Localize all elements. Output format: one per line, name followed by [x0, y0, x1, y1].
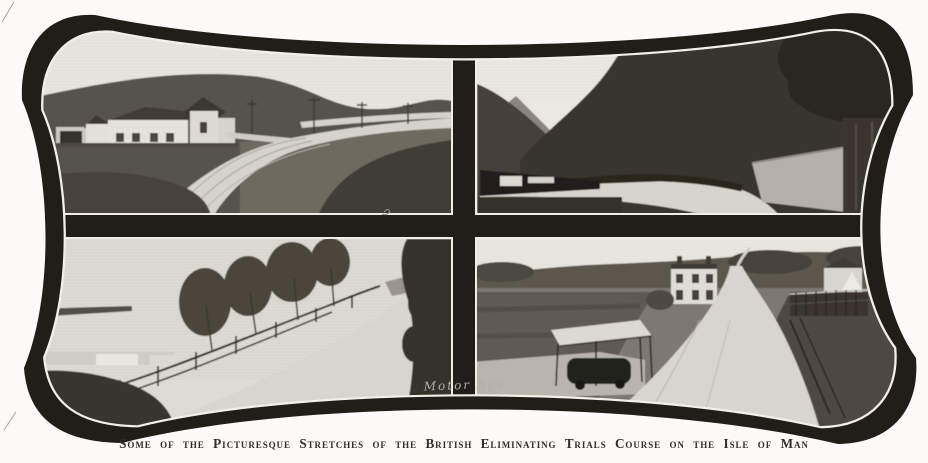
motor-age-watermark: Motor Age [423, 376, 507, 394]
caption: Some of the Picturesque Stretches of the British Eliminating Trials Course on the Isle of Man [119, 436, 809, 451]
